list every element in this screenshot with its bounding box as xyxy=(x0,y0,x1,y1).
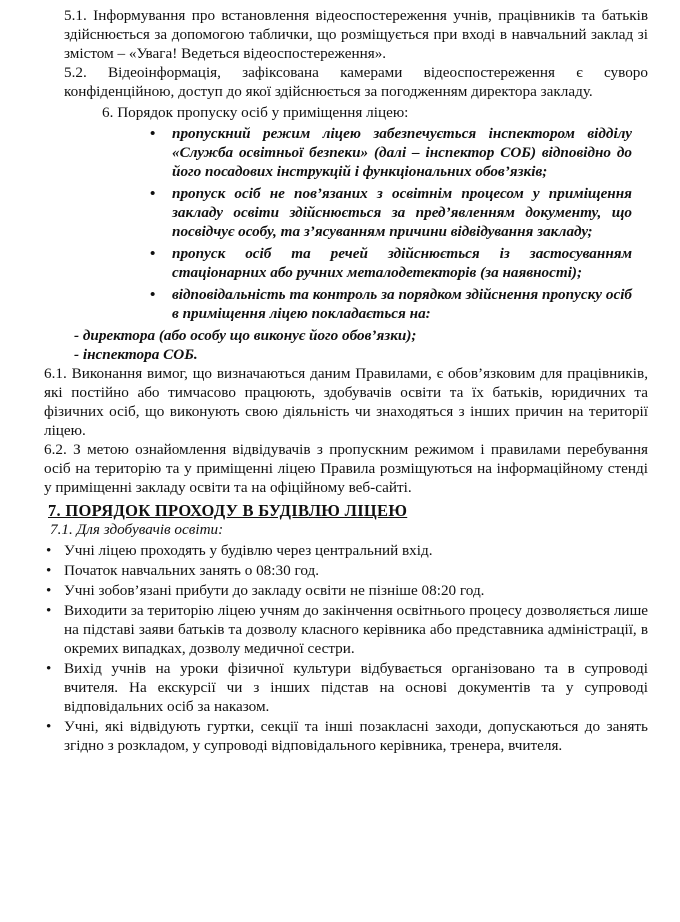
list-item: • Виходити за територію ліцею учням до закінчення освітнього процесу дозволяється лише на підставі заяви батьків та дозволу класного керівника або представника адміністрації, в окремих випадках, дозволу медичної сестри. xyxy=(46,602,648,657)
responsible-inspector: - інспектора СОБ. xyxy=(74,346,198,363)
bullet-icon: • xyxy=(46,582,52,599)
bullet-icon: • xyxy=(46,718,52,735)
bullet-icon: • xyxy=(150,185,156,202)
list-item: • пропуск осіб не пов’язаних з освітнім процесом у приміщення закладу освіти здійснюється за пред’явленням документу, що посвідчує особу, та з’ясуванням причини відвідування закладу; xyxy=(150,185,632,240)
list-item: • Початок навчальних занять о 08:30 год. xyxy=(46,562,320,579)
bullet-icon: • xyxy=(150,245,156,262)
list-item: • пропуск осіб та речей здійснюється із застосуванням стаціонарних або ручних металодетекторів (за наявності); xyxy=(150,245,632,281)
responsible-director: - директора (або особу що виконує його обов’язки); xyxy=(74,327,417,344)
paragraph-5-1: 5.1. Інформування про встановлення відеоспостереження учнів, працівників та батьків здійснюється за допомогою таблички, що розміщується при вході в навчальний заклад зі змістом – «Увага! Ведеться відеоспостереження». xyxy=(64,7,648,62)
list-item: • Учні, які відвідують гуртки, секції та інші позакласні заходи, допускаються до занять згідно з розкладом, у супроводі відповідального керівника, тренера, вчителя. xyxy=(46,718,648,754)
bullet-icon: • xyxy=(46,602,52,619)
access-rules-list xyxy=(44,124,648,323)
list-item: • Учні зобов’язані прибути до закладу освіти не пізніше 08:20 год. xyxy=(46,582,485,599)
bullet-icon: • xyxy=(46,660,52,677)
subsection-7-1: 7.1. Для здобувачів освіти: xyxy=(50,521,224,538)
paragraph-5-2: 5.2. Відеоінформація, зафіксована камерами відеоспостереження є суворо конфіденційною, доступ до якої здійснюється за погодженням директора закладу. xyxy=(64,64,648,100)
paragraph-6-1: 6.1. Виконання вимог, що визначаються даним Правилами, є обов’язковим для працівників, які постійно або тимчасово працюють, здобувачів освіти та їх батьків, юридичних та фізичних осіб, що виконують свою діяльність чи знаходяться з інших причин на території ліцею. xyxy=(44,365,648,439)
section-7-title: 7. ПОРЯДОК ПРОХОДУ В БУДІВЛЮ ЛІЦЕЮ xyxy=(48,501,408,520)
bullet-icon: • xyxy=(150,286,156,303)
list-item: • Учні ліцею проходять у будівлю через центральний вхід. xyxy=(46,542,433,559)
bullet-icon: • xyxy=(46,562,52,579)
heading-6: 6. Порядок пропуску осіб у приміщення ліцею: xyxy=(102,104,409,121)
list-item: • відповідальність та контроль за порядком здійснення пропуску осіб в приміщення ліцею покладається на: xyxy=(150,286,632,322)
students-rules-list xyxy=(44,541,648,755)
list-item: • пропускний режим ліцею забезпечується інспектором відділу «Служба освітньої безпеки» (далі – інспектор СОБ) відповідно до його посадових інструкцій і функціональних обов’язків; xyxy=(150,125,632,180)
list-item: • Вихід учнів на уроки фізичної культури відбувається організовано та в супроводі вчителя. На екскурсії чи з інших підстав на основі документів та у супроводі відповідальних осіб за наказом. xyxy=(46,660,648,715)
bullet-icon: • xyxy=(46,542,52,559)
paragraph-6-2: 6.2. З метою ознайомлення відвідувачів з пропускним режимом і правилами перебування осіб на територію та у приміщенні ліцею Правила розміщуються на інформаційному стенді у приміщенні закладу освіти та на офіційному веб-сайті. xyxy=(44,441,648,496)
bullet-icon: • xyxy=(150,125,156,142)
